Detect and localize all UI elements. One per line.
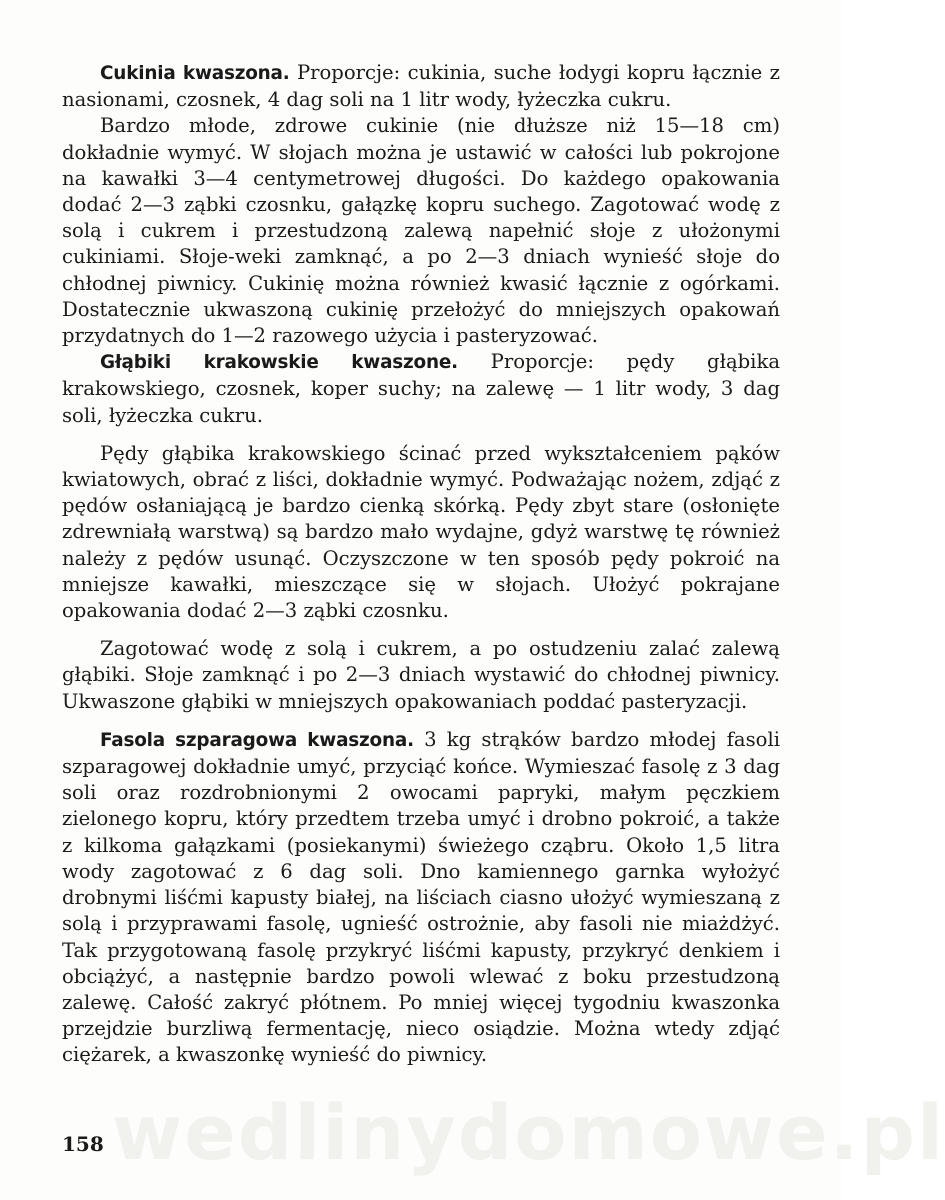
- paragraph-glabiki-intro: [62, 349, 780, 429]
- recipe-title-cukinia: Cukinia kwaszona.: [100, 63, 290, 84]
- recipe-title-glabiki: Głąbiki krakowskie kwaszone.: [100, 352, 458, 374]
- paragraph-fasola: [62, 727, 780, 1069]
- paragraph-cukinia-intro: [62, 60, 780, 113]
- recipe-title-fasola: Fasola szparagowa kwaszona.: [100, 729, 414, 751]
- paragraph-text: Proporcje: cukinia, suche łodygi kopru łącznie z nasionami, czosnek, 4 dag soli na 1 litr wody, łyżeczka cukru.: [62, 61, 781, 112]
- watermark: wedlinydomowe.pl: [112, 1088, 945, 1177]
- paragraph-glabiki-method: [62, 441, 780, 624]
- paragraph-glabiki-brine: [62, 636, 780, 715]
- paragraph-text: 3 kg strąków bardzo młodej fasoli szparagowej dokładnie umyć, przyciąć końce. Wymieszać fasolę z 3 dag soli oraz rozdrobnionymi 2 owocami papryki, małym pęczkiem zielonego kopru, który przedtem trzeba umyć i drobno pokroić, a także z kilkoma gałązkami (posiekanymi) świeżego cząbru. Około 1,5 litra wody zagotować z 6 dag soli. Dno kamiennego garnka wyłożyć drobnymi liśćmi kapusty białej, na liściach ciasno ułożyć wymieszaną z solą i przyprawami fasolę, ugnieść ostrożnie, aby fasoli nie miażdżyć. Tak przygotowaną fasolę przykryć liśćmi kapusty, przykryć denkiem i obciążyć, a następnie bardzo powoli wlewać z boku przestudzoną zalewę. Całość zakryć płótnem. Po mniej więcej tygodniu kwaszonka przejdzie burzliwą fermentację, nieco osiądzie. Można wtedy zdjąć ciężarek, a kwaszonkę wynieść do piwnicy.: [62, 727, 780, 1067]
- paragraph-text: Proporcje: pędy głąbika krakowskiego, czosnek, koper suchy; na zalewę — 1 litr wody, 3 dag soli, łyżeczka cukru.: [62, 350, 780, 427]
- paragraph-text: Pędy głąbika krakowskiego ścinać przed wykształceniem pąków kwiatowych, obrać z liści, dokładnie wymyć. Podważając nożem, zdjąć z pędów osłaniającą je bardzo cienką skórką. Pędy zbyt stare (osłonięte zdrewniałą warstwą) są bardzo mało wydajne, gdyż warstwę tę również należy z pędów usunąć. Oczyszczone w ten sposób pędy pokroić na mniejsze kawałki, mieszczące się w słojach. Ułożyć pokrajane opakowania dodać 2—3 ząbki czosnku.: [62, 441, 780, 623]
- page-number: 158: [62, 1132, 104, 1156]
- paragraph-text: Bardzo młode, zdrowe cukinie (nie dłuższe niż 15—18 cm) dokładnie wymyć. W słojach można je ustawić w całości lub pokrojone na kawałki 3—4 centymetrowej długości. Do każdego opakowania dodać 2—3 ząbki czosnku, gałązkę kopru suchego. Zagotować wodę z solą i cukrem i przestudzoną zalewą napełnić słoje z ułożonymi cukiniami. Słoje-weki zamknąć, a po 2—3 dniach wynieść słoje do chłodnej piwnicy. Cukinię można również kwasić łącznie z ogórkami. Dostatecznie ukwaszoną cukinię przełożyć do mniejszych opakowań przydatnych do 1—2 razowego użycia i pasteryzować.: [62, 114, 780, 348]
- paragraph-cukinia-method: [62, 113, 780, 349]
- paragraph-text: Zagotować wodę z solą i cukrem, a po ostudzeniu zalać zalewą głąbiki. Słoje zamknąć i po 2—3 dniach wystawić do chłodnej piwnicy. Ukwaszone głąbiki w mniejszych opakowaniach poddać pasteryzacji.: [62, 637, 780, 713]
- page-text: [62, 60, 780, 1069]
